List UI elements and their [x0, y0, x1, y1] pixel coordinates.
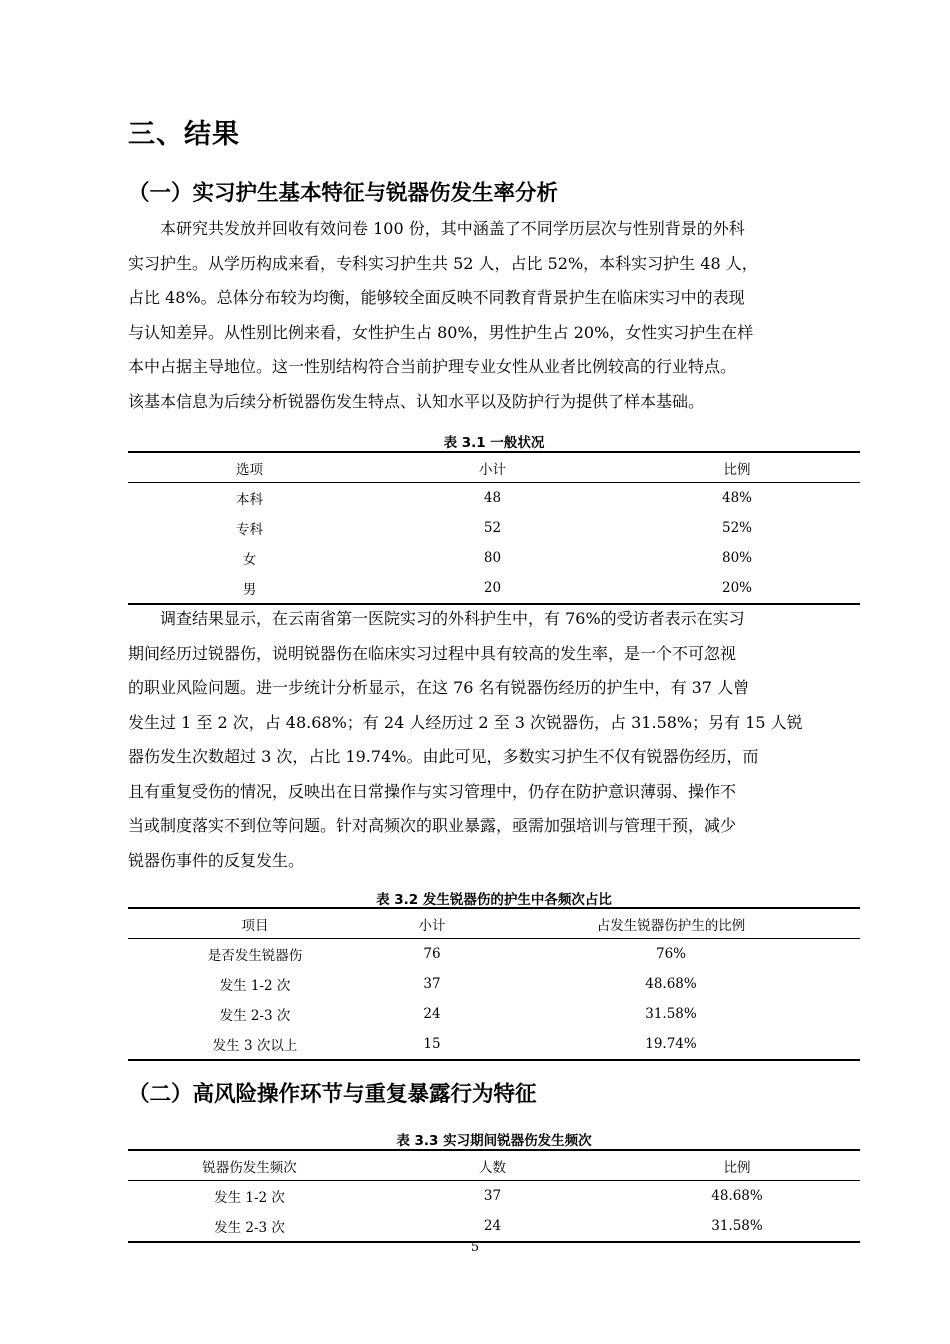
table-cell: 31.58%	[711, 1218, 763, 1234]
table-header-cell: 比例	[723, 461, 751, 478]
table-cell: 20	[483, 580, 502, 596]
table-row	[128, 939, 860, 970]
table-1	[128, 451, 860, 605]
table-cell: 48.68%	[711, 1188, 763, 1204]
table-3	[128, 1149, 860, 1243]
table-2-caption: 表 3.2 发生锐器伤的护生中各频次占比	[376, 892, 612, 908]
table-cell: 发生 1-2 次	[219, 978, 291, 994]
table-cell: 男	[242, 582, 257, 598]
table-cell: 24	[483, 1218, 502, 1234]
table-cell: 24	[423, 1006, 441, 1022]
section-title: 三、结果	[128, 119, 240, 150]
table-cell: 80	[483, 550, 502, 566]
table-cell: 76%	[655, 946, 686, 962]
table-cell: 37	[423, 976, 441, 992]
table-cell: 女	[242, 552, 257, 568]
paragraph-line: 本中占据主导地位。这一性别结构符合当前护理专业女性从业者比例较高的行业特点。	[128, 357, 737, 376]
paragraph-line: 的职业风险问题。进一步统计分析显示，在这 76 名有锐器伤经历的护生中，有 37 人曾	[128, 678, 750, 697]
subsection-title-2: （二）高风险操作环节与重复暴露行为特征	[128, 1082, 537, 1107]
table-row	[128, 483, 860, 514]
subsection-title-1: （一）实习护生基本特征与锐器伤发生率分析	[128, 181, 559, 206]
paragraph-line: 器伤发生次数超过 3 次，占比 19.74%。由此可见，多数实习护生不仅有锐器伤经历，而	[128, 747, 759, 766]
table-header-cell: 小计	[418, 917, 446, 934]
table-cell: 19.74%	[645, 1036, 697, 1052]
table-row	[128, 1029, 860, 1060]
table-header-row	[128, 908, 860, 939]
paragraph-line: 锐器伤事件的反复发生。	[128, 850, 305, 870]
table-header-cell: 比例	[723, 1159, 751, 1176]
table-cell: 发生 1-2 次	[214, 1190, 285, 1206]
table-1-caption: 表 3.1 一般状况	[443, 435, 545, 451]
table-row	[128, 543, 860, 573]
table-cell: 48	[483, 490, 502, 506]
table-cell: 是否发生锐器伤	[207, 948, 303, 964]
paragraph-1	[128, 212, 860, 419]
page-number: 5	[470, 1240, 480, 1255]
table-2	[128, 907, 860, 1061]
paragraph-line: 发生过 1 至 2 次，占 48.68%；有 24 人经历过 2 至 3 次锐器伤，占 31.58%；另有 15 人锐	[128, 712, 803, 732]
table-row	[128, 999, 860, 1029]
table-header-cell: 锐器伤发生频次	[202, 1159, 297, 1176]
table-cell: 76	[423, 946, 441, 962]
table-cell: 专科	[236, 522, 263, 538]
table-cell: 37	[483, 1188, 502, 1204]
paragraph-line: 且有重复受伤的情况，反映出在日常操作与实习管理中，仍存在防护意识薄弱、操作不	[128, 781, 737, 801]
table-cell: 发生 2-3 次	[214, 1220, 285, 1236]
paragraph-line: 与认知差异。从性别比例来看，女性护生占 80%，男性护生占 20%，女性实习护生在样	[128, 322, 754, 342]
table-header-cell: 选项	[236, 461, 263, 478]
table-row	[128, 1211, 860, 1242]
table-row	[128, 969, 860, 999]
table-header-cell: 小计	[479, 461, 506, 478]
table-cell: 发生 3 次以上	[212, 1038, 298, 1054]
table-header-row	[128, 452, 860, 483]
paragraph-line: 调查结果显示，在云南省第一医院实习的外科护生中，有 76%的受访者表示在实习	[160, 609, 745, 628]
paragraph-line: 当或制度落实不到位等问题。针对高频次的职业暴露，亟需加强培训与管理干预，减少	[128, 816, 737, 835]
table-cell: 80%	[721, 550, 752, 566]
table-header-row	[128, 1150, 860, 1181]
paragraph-line: 占比 48%。总体分布较为均衡，能够较全面反映不同教育背景护生在临床实习中的表现	[128, 288, 745, 307]
table-row	[128, 1181, 860, 1212]
table-cell: 52	[483, 520, 502, 536]
paragraph-line: 实习护生。从学历构成来看，专科实习护生共 52 人，占比 52%，本科实习护生 48 人，	[128, 253, 758, 273]
table-3-caption: 表 3.3 实习期间锐器伤发生频次	[396, 1133, 592, 1149]
table-cell: 20%	[721, 580, 752, 596]
paragraph-line: 该基本信息为后续分析锐器伤发生特点、认知水平以及防护行为提供了样本基础。	[128, 391, 705, 411]
table-cell: 31.58%	[645, 1006, 697, 1022]
table-cell: 发生 2-3 次	[219, 1008, 291, 1024]
table-cell: 48%	[721, 490, 752, 506]
table-row	[128, 513, 860, 543]
paragraph-line: 期间经历过锐器伤，说明锐器伤在临床实习过程中具有较高的发生率，是一个不可忽视	[128, 643, 737, 663]
table-header-cell: 人数	[479, 1159, 506, 1176]
table-cell: 52%	[721, 520, 752, 536]
table-cell: 本科	[236, 492, 263, 508]
table-cell: 15	[423, 1036, 441, 1052]
table-cell: 48.68%	[645, 976, 697, 992]
table-header-cell: 占发生锐器伤护生的比例	[596, 917, 746, 934]
paragraph-line: 本研究共发放并回收有效问卷 100 份，其中涵盖了不同学历层次与性别背景的外科	[160, 219, 745, 238]
table-row	[128, 573, 860, 604]
table-header-cell: 项目	[241, 917, 269, 934]
paragraph-2	[128, 602, 860, 878]
